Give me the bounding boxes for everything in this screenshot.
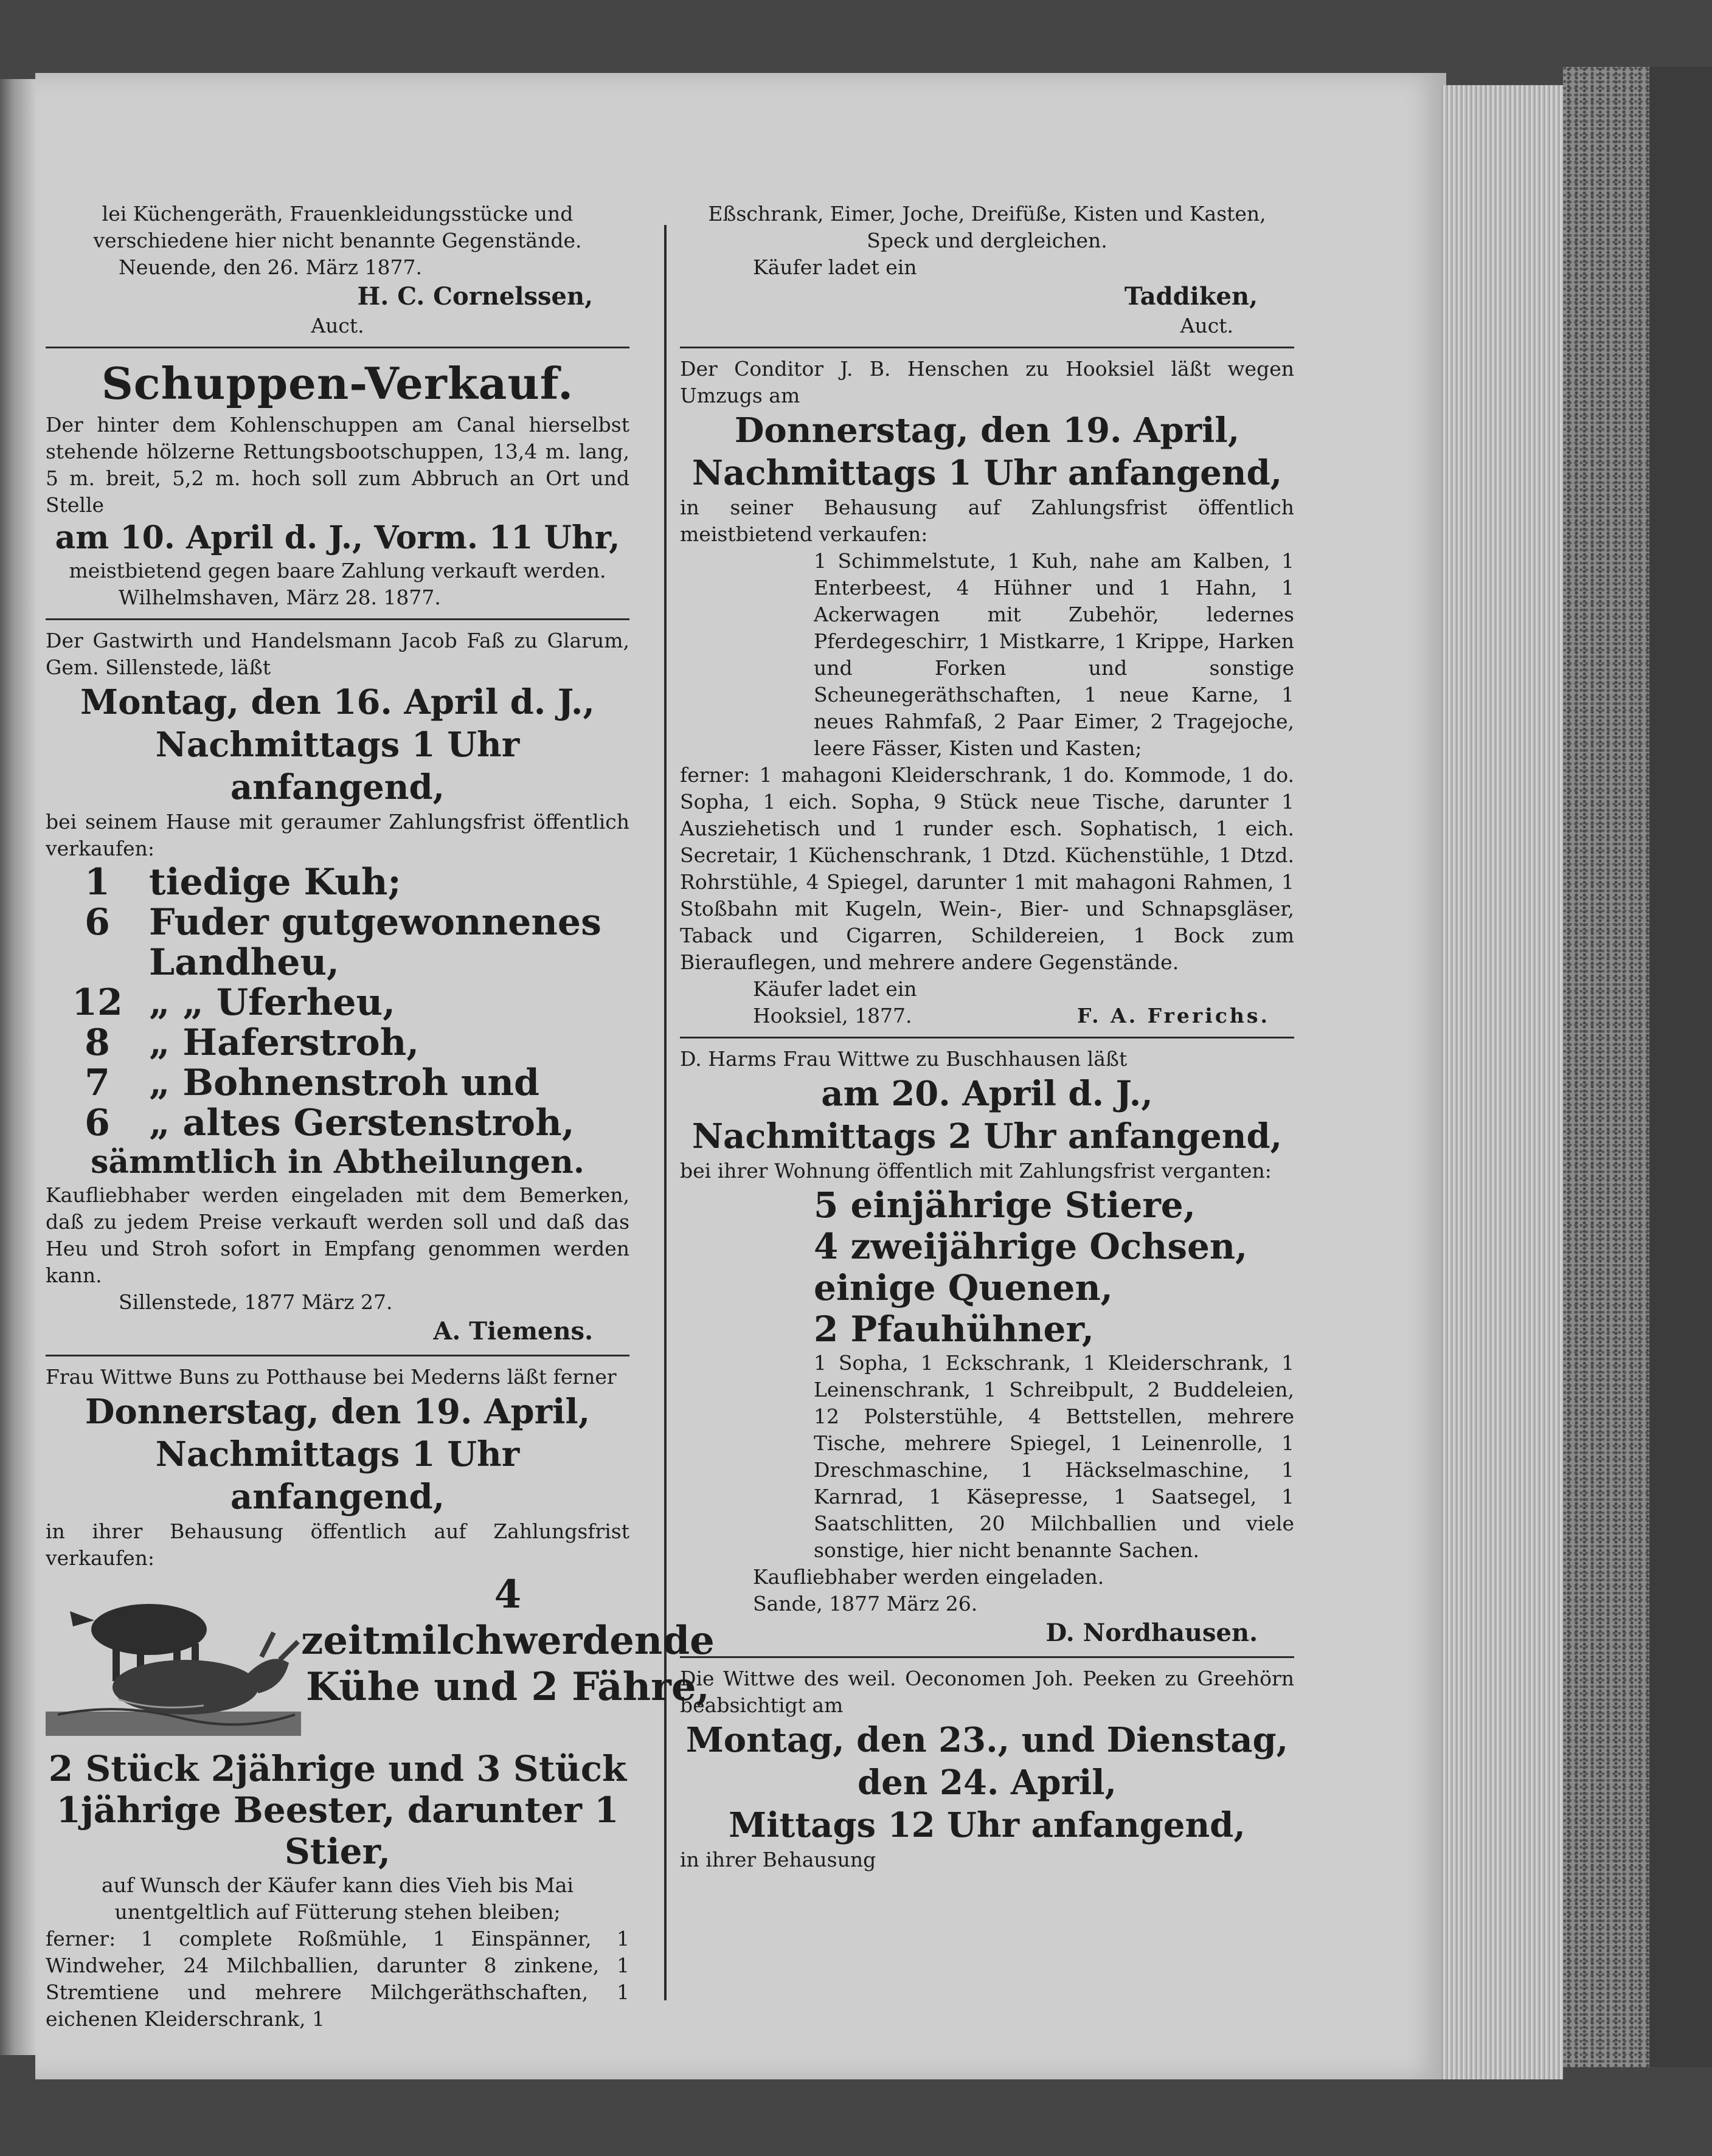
ad-items: 1 Sopha, 1 Eckschrank, 1 Kleiderschrank, 1 Leinenschrank, 1 Schreibpult, 2 Buddeleien, 12 Polsterstühle, 4 Bettstellen, mehrere Tische, mehrere Spiegel, 1 Leinenrolle, 1 Dreschmaschine, 1 Häckselmaschine, 1 Karnrad, 1 Käsepresse, 1 Saatsegel, 1 Saatschlitten, 20 Milchballien und viele sonstige, hier nicht benannte Sachen. [814, 1351, 1294, 1562]
ad-date-time: Montag, den 23., und Dienstag, [685, 1720, 1289, 1760]
ad-intro: Frau Wittwe Buns zu Potthause bei Mederns läßt ferner [46, 1365, 617, 1389]
ad-signature: F. A. Frerichs. [1077, 1004, 1270, 1028]
ad-terms: bei seinem Hause mit geraumer Zahlungsfrist öffentlich verkaufen: [46, 810, 629, 860]
ad-invite: Kaufliebhaber werden eingeladen. [753, 1565, 1104, 1589]
ad-signature: D. Nordhausen. [1045, 1619, 1258, 1647]
ad-date-time: Nachmittags 2 Uhr anfangend, [691, 1116, 1283, 1156]
livestock-item: 5 einjährige Stiere, [814, 1184, 1196, 1226]
ad-invite: Käufer ladet ein [753, 977, 917, 1001]
goods-item [46, 983, 629, 1023]
ad-terms: in ihrer Behausung öffentlich auf Zahlungsfrist verkaufen: [46, 1519, 629, 1570]
ad-date-time: Nachmittags 1 Uhr anfangend, [155, 725, 520, 807]
ad-date-time: Nachmittags 1 Uhr anfangend, [155, 1434, 520, 1517]
goods-name: Fuder gutgewonnenes Landheu, [149, 901, 601, 984]
ad-items: 1 Schimmelstute, 1 Kuh, nahe am Kalben, 1 Enterbeest, 4 Hühner und 1 Hahn, 1 Ackerwagen mit Zubehör, ledernes Pferdegeschirr, 1 Mistkarre, 1 Krippe, Harken und Forken und sonstige Scheunegeräthschaften, 1 neue Karne, 1 neues Rahmfaß, 2 Paar Eimer, 2 Tragejoche, leere Fässer, Kisten und Kasten; [814, 549, 1294, 760]
ad-separator [680, 1037, 1294, 1038]
ad-separator [46, 1355, 629, 1356]
ad-date: Sande, 1877 März 26. [753, 1592, 978, 1615]
livestock-item: 4 zweijährige Ochsen, [814, 1226, 1248, 1267]
ad-footer [680, 1003, 1294, 1029]
ad-date-time: am 20. April d. J., [821, 1074, 1153, 1114]
left-column [46, 201, 715, 2033]
ad-harms [680, 1046, 1294, 1649]
right-column [680, 201, 1294, 1873]
ad-intro: D. Harms Frau Wittwe zu Buschhausen läßt [680, 1047, 1128, 1071]
ad-date-time: Donnerstag, den 19. April, [734, 410, 1240, 451]
goods-item [46, 902, 629, 983]
goods-item [46, 1063, 629, 1103]
livestock-item: einige Quenen, [814, 1267, 1113, 1308]
ad-text: Der hinter dem Kohlenschuppen am Canal hierselbst stehende hölzerne Rettungsbootschuppen, 13,4 m. lang, 5 m. breit, 5,2 m. hoch soll zum Abbruch an Ort und Stelle [46, 413, 629, 517]
ad-date: Hooksiel, 1877. [753, 1004, 912, 1028]
cattle-offer: 4 zeitmilchwerdende Kühe und 2 Fähre, [301, 1572, 715, 1710]
goods-name: „ Haferstroh, [149, 1021, 420, 1064]
ad-text: verschiedene hier nicht benannte Gegenstände. [93, 229, 582, 252]
ad-date-time: am 10. April d. J., Vorm. 11 Uhr, [55, 519, 620, 556]
ad-invite: Käufer ladet ein [753, 255, 917, 279]
ad-date-time: Donnerstag, den 19. April, [85, 1392, 591, 1432]
ad-text: Eßschrank, Eimer, Joche, Dreifüße, Kisten und Kasten, Speck und dergleichen. [708, 202, 1266, 252]
ad-intro: Die Wittwe des weil. Oeconomen Joh. Peeken zu Greehörn beabsichtigt am [680, 1667, 1294, 1717]
goods-name: „ Bohnenstroh und [149, 1062, 540, 1104]
ad-peeken [680, 1665, 1294, 1873]
ad-text: meistbietend gegen baare Zahlung verkauft werden. [69, 559, 606, 582]
goods-name: „ altes Gerstenstroh, [149, 1102, 575, 1144]
ad-buns [46, 1364, 715, 2033]
goods-qty: 7 [85, 1062, 110, 1104]
ad-note: auf Wunsch der Käufer kann dies Vieh bis Mai unentgeltlich auf Fütterung stehen bleiben; [102, 1873, 574, 1924]
goods-qty: 12 [72, 981, 123, 1024]
ad-fass [46, 627, 629, 1347]
ad-role: Auct. [311, 314, 364, 337]
ad-date: Wilhelmshaven, März 28. 1877. [119, 586, 441, 609]
livestock-item: 2 Pfauhühner, [814, 1308, 1094, 1350]
column-divider [664, 225, 667, 2000]
ad-note: Kaufliebhaber werden eingeladen mit dem Bemerken, daß zu jedem Preise verkauft werden soll und daß das Heu und Stroh sofort in Empfang genommen werden kann. [46, 1183, 629, 1287]
page-edges [1441, 85, 1563, 2079]
goods-item [46, 862, 629, 902]
goods-name: „ „ Uferheu, [149, 981, 396, 1024]
ad-date-time: den 24. April, [857, 1763, 1117, 1803]
ad-separator [46, 347, 629, 348]
cattle-offer-2: 2 Stück 2jährige und 3 Stück 1jährige Beester, darunter 1 Stier, [48, 1748, 627, 1872]
ad-schuppen [46, 356, 629, 611]
ad-intro: Der Gastwirth und Handelsmann Jacob Faß zu Glarum, Gem. Sillenstede, läßt [46, 629, 629, 679]
ad-text: lei Küchengeräth, Frauenkleidungsstücke und [102, 202, 574, 226]
ad-intro: Der Conditor J. B. Henschen zu Hooksiel läßt wegen Umzugs am [680, 357, 1294, 407]
ad-further-items: ferner: 1 complete Roßmühle, 1 Einspänner, 1 Windweher, 24 Milchballien, darunter 8 zinkene, 1 Stremtiene und mehrere Milchgeräthschaften, 1 eichenen Kleiderschrank, 1 [46, 1927, 629, 2031]
goods-list [46, 862, 629, 1143]
goods-qty: 6 [85, 1102, 110, 1144]
ad-signature: H. C. Cornelssen, [357, 282, 593, 311]
ad-title: Schuppen-Verkauf. [101, 358, 574, 409]
ad-taddiken [680, 201, 1294, 339]
cattle-block [46, 1572, 715, 1748]
ad-henschen [680, 356, 1294, 1029]
ad-terms: bei ihrer Wohnung öffentlich mit Zahlungsfrist verganten: [680, 1159, 1272, 1183]
ad-date-time: Nachmittags 1 Uhr anfangend, [691, 453, 1283, 493]
left-page-edge [0, 79, 35, 2055]
book-spine [1649, 67, 1712, 2067]
goods-qty: 1 [85, 861, 110, 904]
ad-date: Sillenstede, 1877 März 27. [119, 1290, 393, 1314]
ad-cornelssen [46, 201, 629, 339]
ad-date-time: Mittags 12 Uhr anfangend, [729, 1805, 1246, 1845]
ad-terms: in seiner Behausung auf Zahlungsfrist öffentlich meistbietend verkaufen: [680, 496, 1294, 546]
ad-separator [680, 1656, 1294, 1658]
book-cover-edge [1563, 67, 1654, 2067]
cattle-woodcut-illustration [46, 1572, 301, 1748]
ad-terms: in ihrer Behausung [680, 1848, 876, 1871]
goods-qty: 8 [85, 1021, 110, 1064]
ad-separator [680, 347, 1294, 348]
ad-date-time: Montag, den 16. April d. J., [80, 682, 595, 722]
ad-role: Auct. [1180, 314, 1233, 337]
goods-item [46, 1023, 629, 1063]
ad-signature: A. Tiemens. [433, 1317, 593, 1346]
goods-name: tiedige Kuh; [149, 861, 401, 904]
goods-item [46, 1103, 629, 1143]
goods-qty: 6 [85, 901, 110, 944]
ad-further-items: ferner: 1 mahagoni Kleiderschrank, 1 do. Kommode, 1 do. Sopha, 1 eich. Sopha, 9 Stück neue Tische, darunter 1 Ausziehetisch und 1 runder esch. Sophatisch, 1 eich. Secretair, 1 Küchenschrank, 1 Dtzd. Küchenstühle, 1 Dtzd. Rohrstühle, 4 Spiegel, darunter 1 mit mahagoni Rahmen, 1 Stoßbahn mit Kugeln, Wein-, Bier- und Schnapsgläser, Taback und Cigarren, Schildereien, 1 Bock zum Bierauflegen, und mehrere andere Gegenstände. [680, 763, 1294, 974]
ad-signature: Taddiken, [1124, 282, 1258, 311]
goods-summary: sämmtlich in Abtheilungen. [91, 1144, 584, 1181]
ad-date: Neuende, den 26. März 1877. [119, 255, 423, 279]
ad-separator [46, 618, 629, 620]
